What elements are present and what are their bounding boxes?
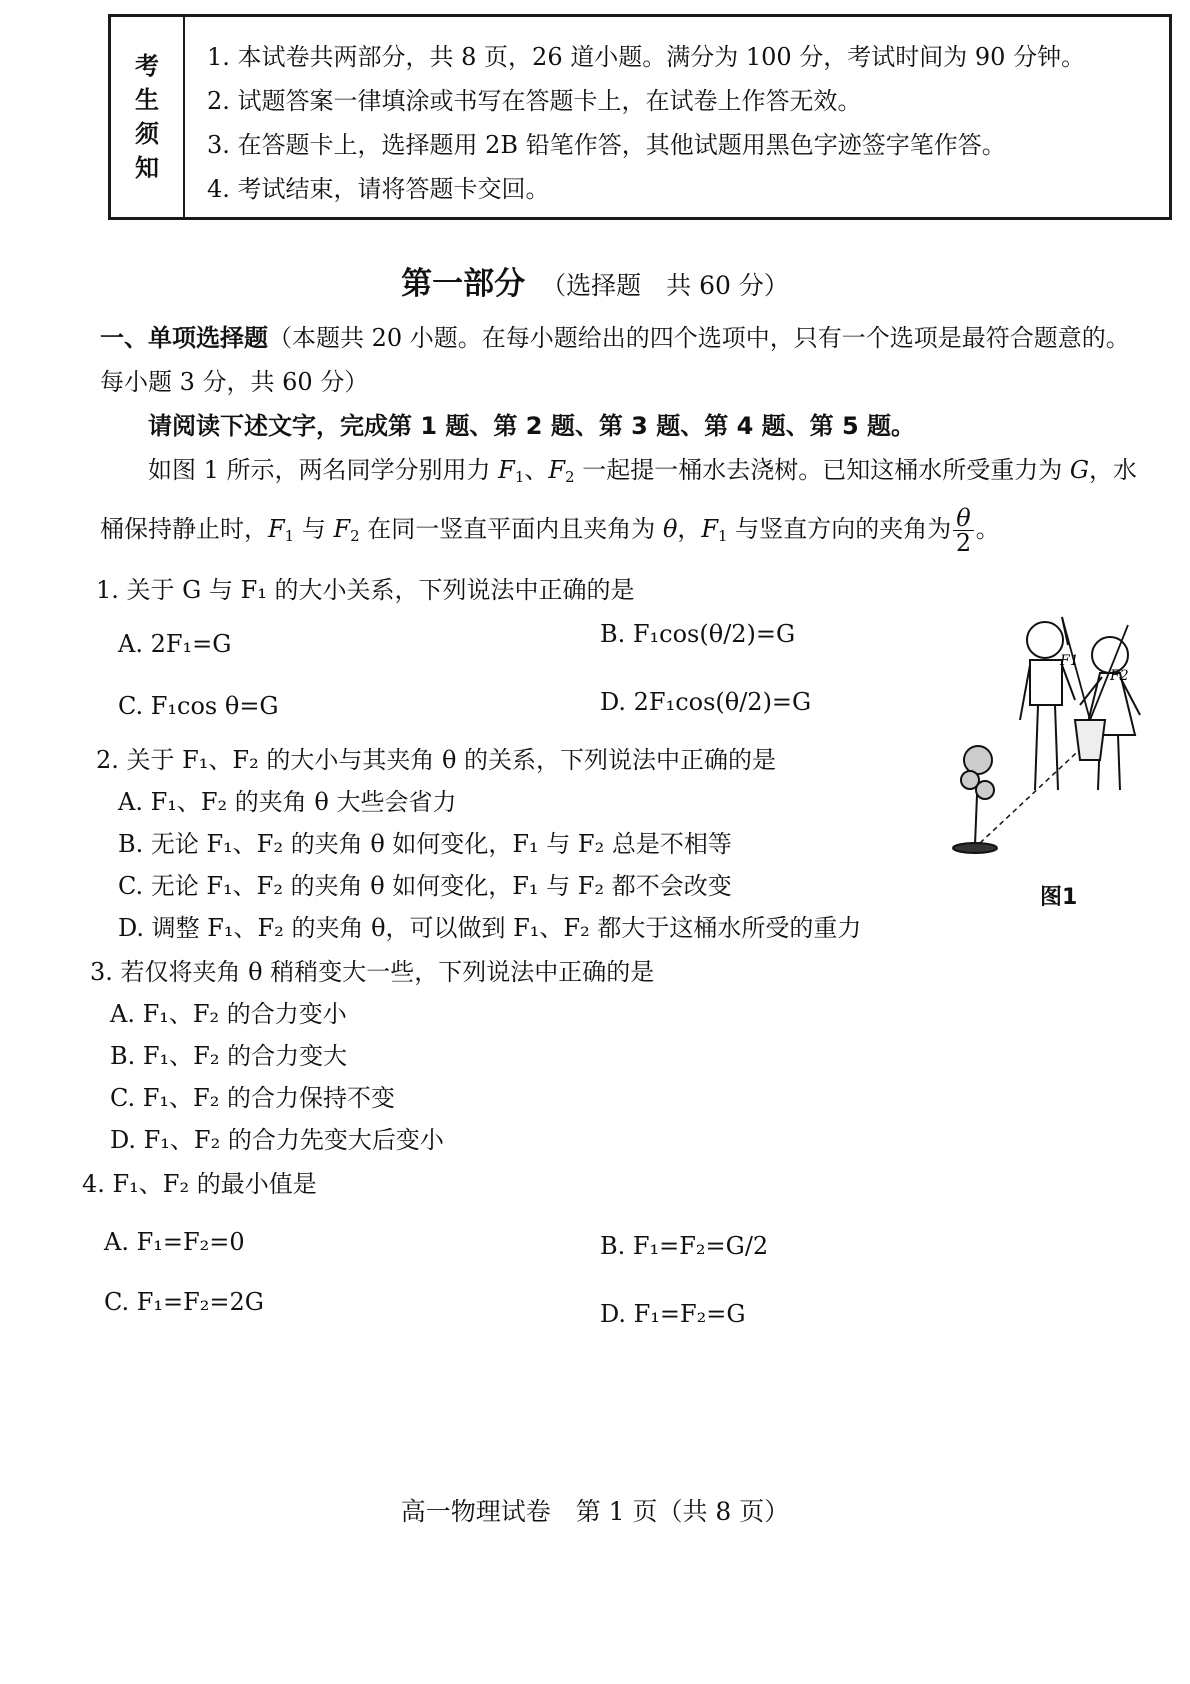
question-4-option-a: A. F₁=F₂=0 (104, 1228, 245, 1256)
section-title-main: 第一部分 (401, 266, 526, 302)
question-1-stem: 1. 关于 G 与 F₁ 的大小关系，下列说法中正确的是 (96, 576, 635, 604)
question-2-option-b: B. 无论 F₁、F₂ 的夹角 θ 如何变化，F₁ 与 F₂ 总是不相等 (118, 830, 732, 858)
section-subtitle: （选择题 共 60 分） (541, 271, 789, 300)
force-label-f1: F1 (1060, 653, 1079, 669)
part-heading-label: 一、单项选择题 (100, 324, 268, 352)
question-3-option-d: D. F₁、F₂ 的合力先变大后变小 (110, 1126, 444, 1154)
question-4-option-b: B. F₁=F₂=G/2 (600, 1232, 769, 1260)
notice-item: 2. 试题答案一律填涂或书写在答题卡上，在试卷上作答无效。 (207, 87, 862, 115)
question-4-option-c: C. F₁=F₂=2G (104, 1288, 264, 1316)
passage-line-1: 如图 1 所示，两名同学分别用力 $F_1$、$F_2$ 一起提一桶水去浇树。已知这桶水所受重力为 G，水 (148, 456, 1137, 486)
part-heading-desc-line2: 每小题 3 分，共 60 分） (100, 368, 369, 396)
section-title (0, 258, 1190, 303)
page-footer: 高一物理试卷 第 1 页（共 8 页） (400, 1497, 790, 1526)
question-1-option-b: B. F₁cos(θ/2)=G (600, 620, 796, 648)
notice-item: 3. 在答题卡上，选择题用 2B 铅笔作答，其他试题用黑色字迹签字笔作答。 (207, 131, 1006, 159)
notice-item: 4. 考试结束，请将答题卡交回。 (207, 175, 550, 203)
question-2-option-a: A. F₁、F₂ 的夹角 θ 大些会省力 (118, 788, 457, 816)
question-4-stem: 4. F₁、F₂ 的最小值是 (82, 1170, 317, 1198)
figure-1-caption: 图1 (1040, 885, 1078, 910)
passage-text: 与竖直方向的夹角为 (727, 515, 952, 543)
passage-text: 如图 1 所示，两名同学分别用力 (148, 456, 499, 484)
notice-label (111, 17, 185, 217)
passage-text: 一起提一桶水去浇树。已知这桶水所受重力为 (574, 456, 1070, 484)
notice-label-char: 考 (135, 52, 159, 80)
notice-item: 1. 本试卷共两部分，共 8 页，26 道小题。满分为 100 分，考试时间为 90 分钟。 (207, 43, 1086, 71)
notice-label-char: 知 (135, 154, 159, 182)
question-3-option-a: A. F₁、F₂ 的合力变小 (110, 1000, 347, 1028)
question-2-option-c: C. 无论 F₁、F₂ 的夹角 θ 如何变化，F₁ 与 F₂ 都不会改变 (118, 872, 732, 900)
question-1-option-c: C. F₁cos θ=G (118, 692, 279, 720)
passage-text: ，水 (1089, 456, 1137, 484)
question-3-option-b: B. F₁、F₂ 的合力变大 (110, 1042, 348, 1070)
part-heading (100, 322, 1130, 354)
question-2-stem: 2. 关于 F₁、F₂ 的大小与其夹角 θ 的关系，下列说法中正确的是 (96, 746, 777, 774)
notice-label-char: 须 (135, 120, 159, 148)
question-4-option-d: D. F₁=F₂=G (600, 1300, 746, 1328)
notice-box (108, 14, 1172, 220)
figure-1-illustration (950, 605, 1170, 905)
question-1-option-d: D. 2F₁cos(θ/2)=G (600, 688, 812, 716)
notice-items (185, 17, 1085, 217)
notice-label-char: 生 (135, 86, 159, 114)
passage-text: 。 (975, 515, 1000, 543)
force-label-f2: F2 (1110, 668, 1129, 684)
question-1-option-a: A. 2F₁=G (118, 630, 232, 658)
reading-instruction: 请阅读下述文字，完成第 1 题、第 2 题、第 3 题、第 4 题、第 5 题。 (148, 412, 916, 440)
passage-text: 桶保持静止时， (100, 515, 268, 543)
part-heading-desc: （本题共 20 小题。在每小题给出的四个选项中，只有一个选项是最符合题意的。 (268, 324, 1130, 352)
question-2-option-d: D. 调整 F₁、F₂ 的夹角 θ，可以做到 F₁、F₂ 都大于这桶水所受的重力 (118, 914, 862, 942)
passage-line-2: 桶保持静止时，$F_1$ 与 $F_2$ 在同一竖直平面内且夹角为 θ，$F_1$ 与竖直方向的夹角为 $\frac{\theta}{2}$ 。 (100, 504, 1000, 557)
passage-text: 在同一竖直平面内且夹角为 (359, 515, 663, 543)
question-3-stem: 3. 若仅将夹角 θ 稍稍变大一些，下列说法中正确的是 (90, 958, 655, 986)
question-3-option-c: C. F₁、F₂ 的合力保持不变 (110, 1084, 395, 1112)
